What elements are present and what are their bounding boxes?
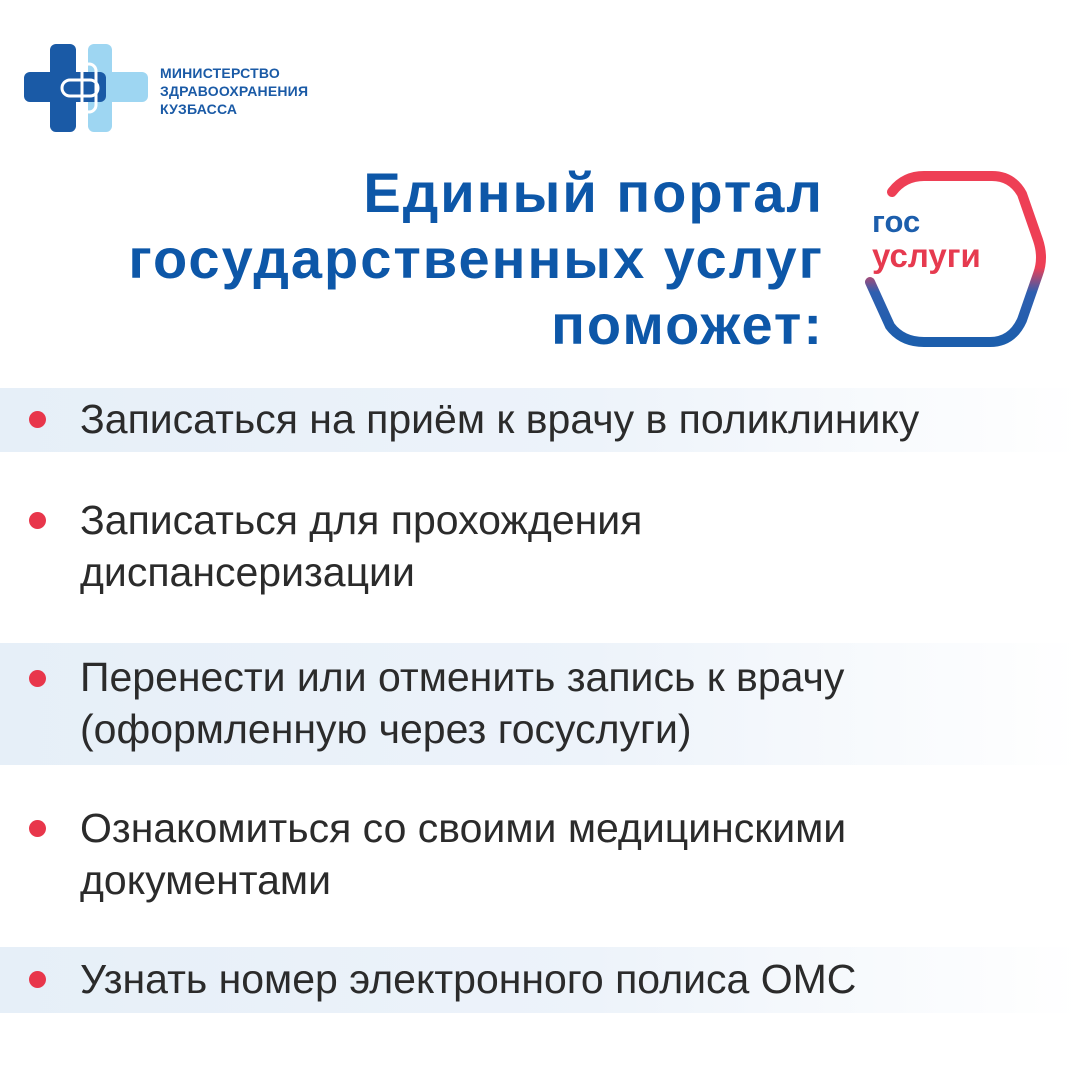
gosuslugi-top: гос bbox=[872, 204, 921, 239]
ministry-name bbox=[160, 64, 380, 118]
gosuslugi-bottom: услуги bbox=[872, 237, 981, 274]
list-item bbox=[0, 643, 1080, 765]
bullet-icon bbox=[29, 411, 46, 428]
list-item bbox=[0, 947, 1080, 1013]
bullet-icon bbox=[29, 512, 46, 529]
list-item-text: Перенести или отменить запись к врачу (оформленную через госуслуги) bbox=[80, 654, 845, 752]
gosuslugi-logo-text bbox=[872, 205, 1032, 273]
list-item bbox=[0, 388, 1080, 452]
ministry-name-line-1: МИНИСТЕРСТВО bbox=[160, 65, 280, 81]
list-item-text: Ознакомиться со своими медицинскими документами bbox=[80, 805, 847, 903]
list-item bbox=[0, 492, 1080, 602]
medical-cross-icon bbox=[22, 42, 152, 134]
headline bbox=[4, 160, 824, 358]
list-item-text: Записаться для прохождения диспансеризации bbox=[80, 497, 643, 595]
ministry-name-line-2: ЗДРАВООХРАНЕНИЯ bbox=[160, 83, 309, 99]
bullet-icon bbox=[29, 670, 46, 687]
headline-line-2: государственных услуг bbox=[128, 227, 824, 290]
list-item-text: Узнать номер электронного полиса ОМС bbox=[80, 956, 857, 1002]
list-item-text: Записаться на приём к врачу в поликлинику bbox=[80, 396, 920, 442]
bullet-icon bbox=[29, 971, 46, 988]
list-item bbox=[0, 800, 1080, 910]
headline-line-3: поможет: bbox=[551, 293, 824, 356]
headline-line-1: Единый портал bbox=[363, 161, 824, 224]
ministry-name-line-3: КУЗБАССА bbox=[160, 101, 238, 117]
bullet-icon bbox=[29, 820, 46, 837]
